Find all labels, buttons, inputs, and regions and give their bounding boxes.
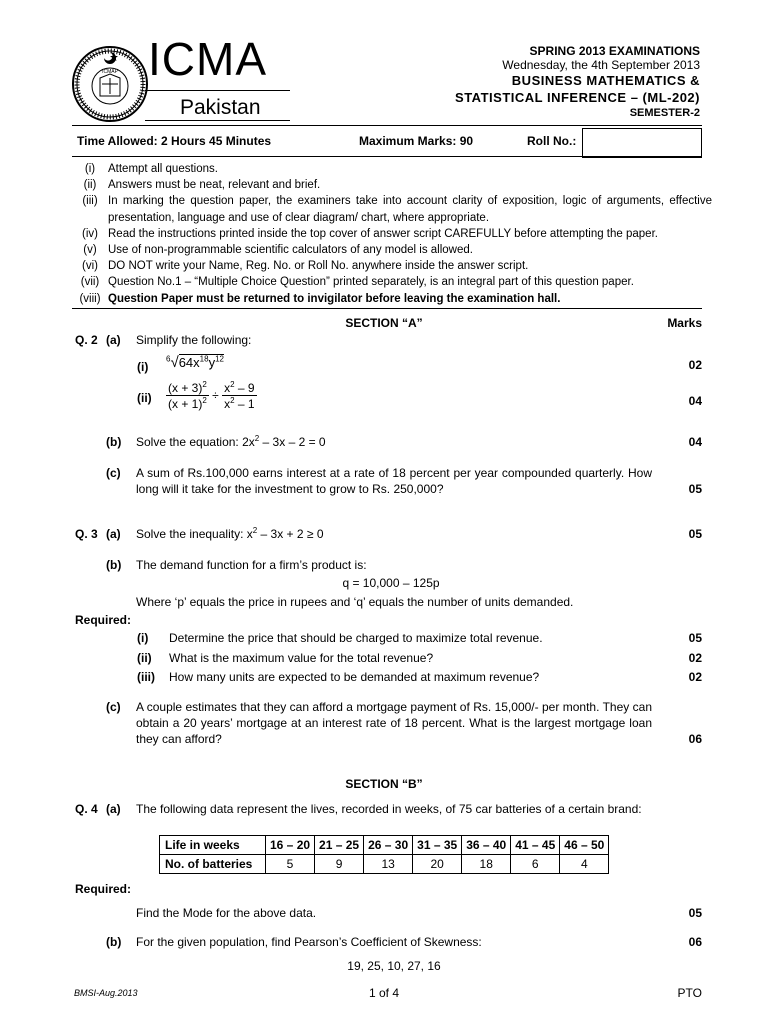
q3c-label: (c) (106, 700, 121, 714)
q2a-label: (a) (106, 333, 121, 347)
battery-life-table (159, 835, 609, 874)
q3a-text: Solve the inequality: $x^2 - 3x + 2 \ge 0$ (136, 526, 324, 541)
q4b-data: 19, 25, 10, 27, 16 (347, 959, 441, 973)
q2c-text: A sum of Rs.100,000 earns interest at a rate of 18 percent per year compounded quarterly. How long will it take for the investment to grow to Rs. 250,000? (136, 466, 652, 496)
table-cell: 9 (315, 855, 364, 874)
q2c-marks: 05 (688, 482, 702, 496)
table-row (160, 855, 609, 874)
icma-logo-seal (70, 44, 150, 124)
section-a-title: SECTION “A” (345, 316, 423, 330)
q3-req-ii-text: What is the maximum value for the total revenue? (169, 651, 434, 665)
logo-text: ICMAP (102, 69, 118, 75)
page-number: 1 of 4 (368, 986, 400, 1000)
subject-line-1: BUSINESS MATHEMATICS & (511, 73, 700, 88)
demand-equation: q = 10,000 – 125p (342, 576, 440, 590)
q3c-text: A couple estimates that they can afford a mortgage payment of Rs. 15,000/- per month. They can obtain a 20 years’ mortgage at an interest rate of 18 percent. What is the largest mortgage loan they can afford? (136, 700, 652, 746)
table-row (160, 836, 609, 855)
instruction-item: (ii) Answers must be neat, relevant and brief. (83, 179, 321, 192)
q2a-i-label: (i) (137, 360, 149, 374)
roll-no-box (582, 128, 702, 158)
subject-name: STATISTICAL INFERENCE (455, 90, 627, 105)
q3-req-iii-label: (iii) (137, 670, 155, 684)
q4a-text: The following data represent the lives, recorded in weeks, of 75 car batteries of a certain brand: (136, 802, 642, 816)
instruction-item: (iv) Read the instructions printed inside the top cover of answer script CAREFULLY before attempting the paper. (82, 227, 658, 240)
table-cell: 36 – 40 (462, 836, 511, 855)
table-cell: 6 (511, 855, 560, 874)
instructions-list (72, 161, 712, 307)
time-allowed: Time Allowed: 2 Hours 45 Minutes (77, 134, 272, 148)
exam-session: SPRING 2013 EXAMINATIONS (529, 44, 700, 58)
roll-no-label: Roll No.: (527, 134, 577, 148)
subject-line-2 (455, 90, 700, 105)
q2c-label: (c) (106, 466, 121, 480)
q4b-text: For the given population, find Pearson’s Coefficient of Skewness: (136, 935, 482, 949)
table-cell: 20 (413, 855, 462, 874)
q2a-ii-expression (166, 380, 257, 411)
instruction-item: (iii) In marking the question paper, the examiners take into account clarity of exposition, logic of arguments, effective presentation, language and use of clear diagram/ chart, where appropriate. (82, 195, 712, 224)
q3-req-i-marks: 05 (688, 631, 702, 645)
semester: SEMESTER-2 (629, 107, 700, 119)
fraction-2: $\frac{x^2 - 9}{x^2 - 1}$ (224, 380, 255, 411)
q2a-i-expression (166, 354, 224, 371)
radical-index: 6 (166, 354, 171, 364)
table-cell: 13 (364, 855, 413, 874)
table-row-label: No. of batteries (160, 855, 266, 874)
divide-sign: ÷ (212, 388, 219, 403)
table-cell: 4 (560, 855, 609, 874)
q2-label: Q. 2 (75, 333, 98, 347)
footer-code: BMSI-Aug.2013 (74, 988, 138, 998)
q3-required: Required: (75, 613, 132, 627)
q3b-text: The demand function for a firm’s product is: (136, 558, 367, 572)
brand-name: ICMA (148, 33, 267, 85)
q3-req-i-text: Determine the price that should be charged to maximize total revenue. (169, 631, 543, 645)
instruction-item: (i) Attempt all questions. (84, 163, 218, 175)
table-cell: 31 – 35 (413, 836, 462, 855)
q2a-i-marks: 02 (688, 358, 702, 372)
q3-req-i-label: (i) (137, 631, 149, 645)
q3-req-iii-text: How many units are expected to be demanded at maximum revenue? (169, 670, 540, 684)
header-divider (72, 125, 702, 126)
brand-rule-bottom (145, 120, 290, 121)
q3b-where: Where ‘p’ equals the price in rupees and ‘q’ equals the number of units demanded. (136, 595, 574, 609)
table-cell: 46 – 50 (560, 836, 609, 855)
meta-divider (72, 156, 702, 157)
q3-label: Q. 3 (75, 527, 98, 541)
radical-sign: √ (170, 354, 179, 371)
table-cell: 41 – 45 (511, 836, 560, 855)
q3c-marks: 06 (688, 732, 702, 746)
q4b-marks: 06 (688, 935, 702, 949)
fraction-1: $\frac{(x + 3)^2}{(x + 1)^2}$ (168, 380, 207, 411)
brand-country: Pakistan (180, 96, 261, 119)
q4b-label: (b) (106, 935, 122, 949)
instructions-divider (72, 308, 702, 309)
table-row-label: Life in weeks (160, 836, 266, 855)
table-cell: 21 – 25 (315, 836, 364, 855)
maximum-marks: Maximum Marks: 90 (359, 134, 474, 148)
q4-mode-marks: 05 (688, 906, 702, 920)
q3-req-iii-marks: 02 (688, 670, 702, 684)
q3a-label: (a) (106, 527, 121, 541)
table-cell: 16 – 20 (266, 836, 315, 855)
radicand: $64x^{18}y^{12}$ (178, 354, 224, 370)
q4-mode-text: Find the Mode for the above data. (136, 906, 317, 920)
table-cell: 5 (266, 855, 315, 874)
marks-header: Marks (667, 316, 702, 330)
pto-label: PTO (677, 986, 702, 1000)
table-cell: 26 – 30 (364, 836, 413, 855)
q2a-text: Simplify the following: (136, 333, 252, 347)
section-b-title: SECTION “B” (345, 777, 423, 791)
exam-date: Wednesday, the 4th September 2013 (502, 58, 700, 72)
q2b-text: Solve the equation: $2x^2 - 3x - 2 = 0$ (136, 434, 326, 449)
brand-rule-top (145, 90, 290, 91)
q2b-marks: 04 (688, 435, 702, 449)
subject-code: – (ML-202) (626, 90, 700, 105)
instruction-item: (v) Use of non-programmable scientific calculators of any model is allowed. (83, 244, 473, 257)
instruction-item: (vi) DO NOT write your Name, Reg. No. or Roll No. anywhere inside the answer script. (82, 260, 529, 273)
instruction-item: (vii) Question No.1 – “Multiple Choice Question” printed separately, is an integral part of this question paper. (80, 276, 634, 289)
q3-req-ii-marks: 02 (688, 651, 702, 665)
q3b-label: (b) (106, 558, 122, 572)
instruction-item: (viii) Question Paper must be returned to invigilator before leaving the examination hall. (79, 292, 561, 305)
q4-label: Q. 4 (75, 802, 98, 816)
q2b-label: (b) (106, 435, 122, 449)
q2a-ii-marks: 04 (688, 394, 702, 408)
q3a-marks: 05 (688, 527, 702, 541)
q4a-label: (a) (106, 802, 121, 816)
table-cell: 18 (462, 855, 511, 874)
q4-required: Required: (75, 882, 132, 896)
q2a-ii-label: (ii) (137, 391, 152, 405)
q3-req-ii-label: (ii) (137, 651, 152, 665)
